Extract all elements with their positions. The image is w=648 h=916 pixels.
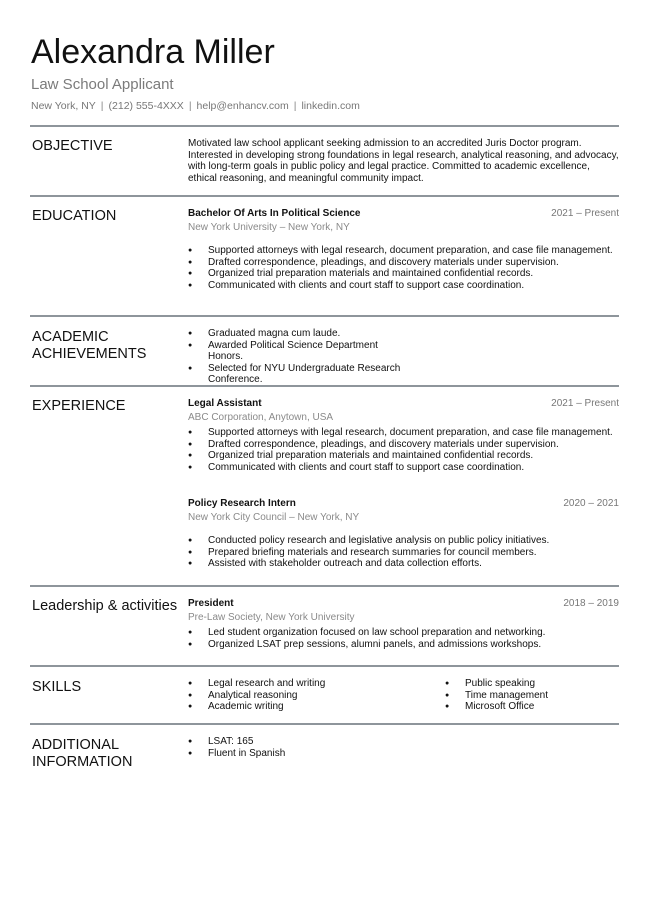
list-item: ● Organized LSAT prep sessions, alumni panels, and admissions workshops.: [188, 639, 619, 651]
leadership-bullets: [188, 627, 619, 650]
list-item: ● Supported attorneys with legal research, document preparation, and case file management.: [188, 245, 619, 257]
list-item: ● Drafted correspondence, pleadings, and discovery materials under supervision.: [188, 257, 619, 269]
skills-right-list: [445, 678, 615, 713]
job-bullets: [188, 427, 619, 473]
list-item: ● Supported attorneys with legal research, document preparation, and case file management.: [188, 427, 619, 439]
skills-left-list: [188, 678, 428, 713]
separator: |: [188, 100, 192, 112]
leadership-heading: Leadership & activities: [32, 598, 178, 614]
job-org: ABC Corporation, Anytown, USA: [188, 412, 334, 423]
job-bullets: [188, 535, 619, 570]
achievements-entry: [188, 328, 413, 386]
additional-heading: ADDITIONAL INFORMATION: [32, 737, 133, 770]
list-item: ● Microsoft Office: [445, 701, 615, 713]
section-divider: [30, 315, 619, 317]
list-item: ● LSAT: 165: [188, 736, 619, 748]
section-divider: [30, 723, 619, 725]
list-item: ● Assisted with stakeholder outreach and data collection efforts.: [188, 558, 619, 570]
achievements-heading: ACADEMIC ACHIEVEMENTS: [32, 329, 147, 362]
section-divider: [30, 385, 619, 387]
skills-heading: SKILLS: [32, 679, 82, 695]
job-org: New York City Council – New York, NY: [188, 512, 360, 523]
education-dates: 2021 – Present: [551, 208, 619, 219]
experience-entry-1: [188, 398, 619, 473]
job-title: Legal Assistant: [188, 398, 262, 409]
section-divider: [30, 585, 619, 587]
achievements-bullets: [188, 328, 413, 386]
list-item: ● Analytical reasoning: [188, 690, 428, 702]
job-dates: 2020 – 2021: [563, 498, 619, 509]
email-link[interactable]: help@enhancv.com: [196, 100, 289, 112]
list-item: ● Awarded Political Science Department Honors.: [188, 340, 413, 363]
list-item: ● Communicated with clients and court staff to support case coordination.: [188, 280, 619, 292]
role-org: Pre-Law Society, New York University: [188, 612, 355, 623]
candidate-title: Law School Applicant: [31, 76, 174, 93]
list-item: ● Conducted policy research and legislative analysis on public policy initiatives.: [188, 535, 619, 547]
list-item: ● Graduated magna cum laude.: [188, 328, 413, 340]
separator: |: [100, 100, 104, 112]
objective-text: Motivated law school applicant seeking admission to an accredited Juris Doctor program. Interested in developing strong foundations in legal research, analytical reasoning, and advocacy, with long-term goals in public policy and legal practice. Committed to academic excellence, ethical reasoning, and meaningful community impact.: [188, 138, 619, 184]
list-item: ● Organized trial preparation materials and maintained confidential records.: [188, 268, 619, 280]
leadership-entry: [188, 598, 619, 650]
list-item: ● Legal research and writing: [188, 678, 428, 690]
separator: |: [293, 100, 297, 112]
experience-heading: EXPERIENCE: [32, 398, 126, 414]
school-name: New York University – New York, NY: [188, 222, 350, 233]
website-link[interactable]: linkedin.com: [301, 100, 360, 112]
list-item: ● Academic writing: [188, 701, 428, 713]
list-item: ● Time management: [445, 690, 615, 702]
education-bullets: [188, 245, 619, 291]
list-item: ● Fluent in Spanish: [188, 748, 619, 760]
section-divider: [30, 125, 619, 127]
list-item: ● Communicated with clients and court staff to support case coordination.: [188, 462, 619, 474]
skills-entry: [188, 678, 619, 718]
role-dates: 2018 – 2019: [563, 598, 619, 609]
job-dates: 2021 – Present: [551, 398, 619, 409]
education-entry: [188, 208, 619, 291]
list-item: ● Drafted correspondence, pleadings, and discovery materials under supervision.: [188, 439, 619, 451]
candidate-name: Alexandra Miller: [31, 33, 275, 71]
role-title: President: [188, 598, 234, 609]
additional-bullets: [188, 736, 619, 759]
list-item: ● Public speaking: [445, 678, 615, 690]
location-text: New York, NY: [31, 100, 96, 112]
list-item: ● Selected for NYU Undergraduate Research Conference.: [188, 363, 413, 386]
contact-line: [31, 100, 360, 112]
education-heading: EDUCATION: [32, 208, 117, 224]
objective-heading: OBJECTIVE: [32, 138, 113, 154]
list-item: ● Organized trial preparation materials and maintained confidential records.: [188, 450, 619, 462]
additional-entry: [188, 736, 619, 759]
list-item: ● Prepared briefing materials and research summaries for council members.: [188, 547, 619, 559]
section-divider: [30, 665, 619, 667]
section-divider: [30, 195, 619, 197]
experience-entry-2: [188, 498, 619, 570]
degree-title: Bachelor Of Arts In Political Science: [188, 208, 361, 219]
phone-text: (212) 555-4XXX: [108, 100, 184, 112]
job-title: Policy Research Intern: [188, 498, 296, 509]
list-item: ● Led student organization focused on law school preparation and networking.: [188, 627, 619, 639]
